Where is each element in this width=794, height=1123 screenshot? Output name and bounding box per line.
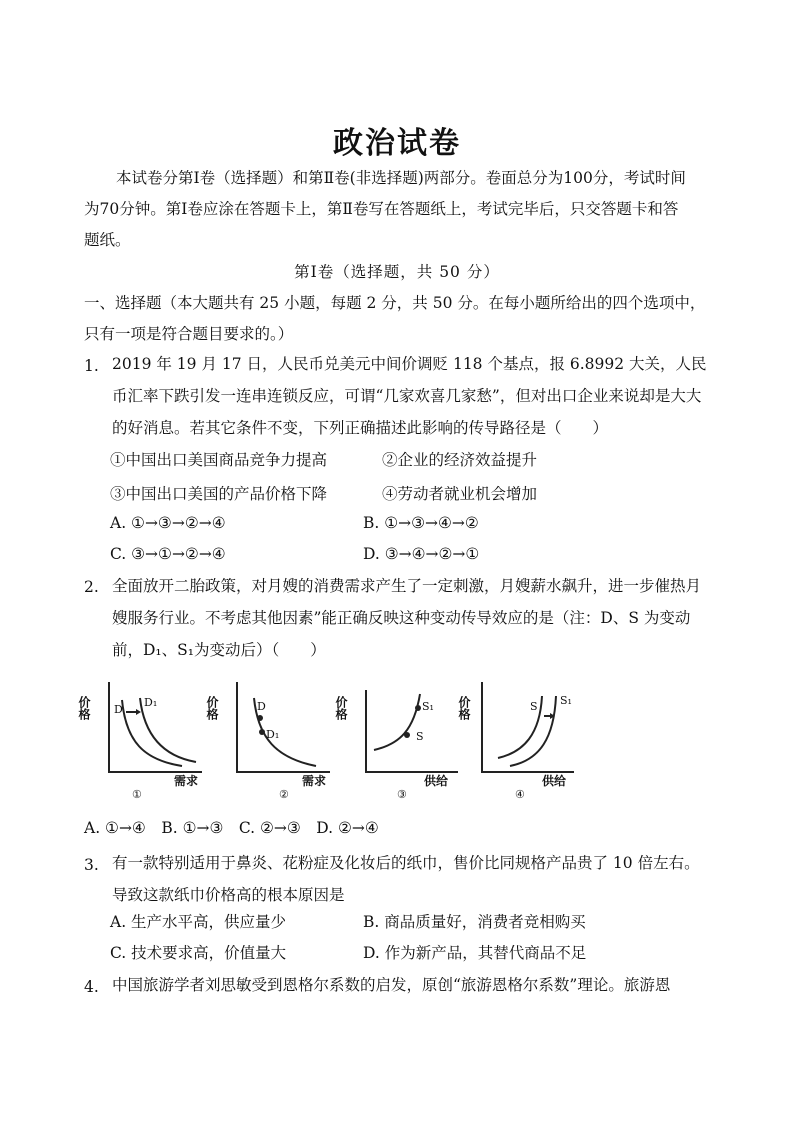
point-d xyxy=(257,715,263,721)
curve-label-d: D xyxy=(114,703,123,716)
q1-item-4: ④劳动者就业机会增加 xyxy=(382,485,538,503)
graph-2 xyxy=(205,682,330,801)
q1-item-1: ①中国出口美国商品竞争力提高 xyxy=(110,451,328,469)
q3-option-d[interactable]: D. 作为新产品，其替代商品不足 xyxy=(363,944,587,962)
supply-demand-graphs xyxy=(77,672,604,812)
question-number: 2. xyxy=(84,578,99,596)
axes xyxy=(237,682,330,772)
graph-1 xyxy=(77,682,202,801)
curve-label-s: S xyxy=(530,700,538,713)
q1-item-3: ③中国出口美国的产品价格下降 xyxy=(110,485,328,503)
graph-number-1: ① xyxy=(132,788,142,801)
q1-option-c[interactable]: C. ③→①→②→④ xyxy=(110,545,226,563)
point-label-s1: S₁ xyxy=(422,700,434,713)
point-s xyxy=(404,732,410,738)
graph-number-4: ④ xyxy=(515,788,525,801)
point-label-d1: D₁ xyxy=(266,728,280,741)
q1-item-2: ②企业的经济效益提升 xyxy=(382,451,538,469)
y-axis-label: 价格 xyxy=(457,696,471,720)
point-label-d: D xyxy=(257,700,266,713)
point-d1 xyxy=(259,729,265,735)
intro-line-2: 为70分钟。第Ⅰ卷应涂在答题卡上，第Ⅱ卷写在答题纸上，考试完毕后，只交答题卡和答 xyxy=(84,200,679,218)
q1-option-b[interactable]: B. ①→③→④→② xyxy=(363,514,479,532)
axes xyxy=(366,690,458,772)
graph-4 xyxy=(457,682,574,801)
q3-option-c[interactable]: C. 技术要求高，价值量大 xyxy=(110,944,287,962)
q2-options[interactable]: A. ①→④ B. ①→③ C. ②→③ D. ②→④ xyxy=(84,819,379,837)
y-axis-label: 价格 xyxy=(205,696,219,720)
point-s1 xyxy=(415,705,421,711)
q1-option-a[interactable]: A. ①→③→②→④ xyxy=(110,514,226,532)
y-axis-label: 价格 xyxy=(334,696,348,720)
page-title: 政治试卷 xyxy=(333,126,461,161)
graph-number-3: ③ xyxy=(397,788,407,801)
supply-curve xyxy=(374,694,420,750)
question-number: 4. xyxy=(84,978,99,996)
point-label-s: S xyxy=(416,730,424,743)
x-axis-label: 需求 xyxy=(174,774,199,788)
x-axis-label: 供给 xyxy=(542,774,567,788)
q3-option-a[interactable]: A. 生产水平高，供应量少 xyxy=(110,913,287,931)
question-1-text: 2019 年 19 月 17 日，人民币兑美元中间价调贬 118 个基点，报 6.8992 大关，人民币汇率下跌引发一连串连锁反应，可谓“几家欢喜几家愁”，但对出口企业来说却是大大的好消息。若其它条件不变，下列正确描述此影响的传导路径是（ ） xyxy=(112,355,707,437)
section-instruction-line-2: 只有一项是符合题目要求的。） xyxy=(84,325,294,343)
graph-number-2: ② xyxy=(279,788,289,801)
section-instruction-line-1: 一、选择题（本大题共有 25 小题，每题 2 分，共 50 分。在每小题所给出的四个选项中， xyxy=(84,294,706,312)
x-axis-label: 供给 xyxy=(424,774,449,788)
q3-option-b[interactable]: B. 商品质量好，消费者竞相购买 xyxy=(363,913,586,931)
intro-line-1: 本试卷分第Ⅰ卷（选择题）和第Ⅱ卷(非选择题)两部分。卷面总分为100分，考试时间 xyxy=(116,169,686,187)
y-axis-label: 价格 xyxy=(77,696,91,720)
question-3-text: 有一款特别适用于鼻炎、花粉症及化妆后的纸巾，售价比同规格产品贵了 10 倍左右。导致这款纸巾价格高的根本原因是 xyxy=(112,854,700,904)
intro-line-3: 题纸。 xyxy=(84,231,131,249)
arrow-head xyxy=(136,709,141,715)
curve-label-d1: D₁ xyxy=(144,696,158,709)
question-2-text: 全面放开二胎政策，对月嫂的消费需求产生了一定刺激，月嫂薪水飙升，进一步催热月嫂服务行业。不考虑其他因素”能正确反映这种变动传导效应的是（注：D、S 为变动前，D₁、S₁为变动后）（ ） xyxy=(112,577,702,659)
q1-option-d[interactable]: D. ③→④→②→① xyxy=(363,545,480,563)
x-axis-label: 需求 xyxy=(302,774,327,788)
curve-label-s1: S₁ xyxy=(560,694,572,707)
section-title: 第Ⅰ卷（选择题，共 50 分） xyxy=(294,263,500,281)
question-number: 1. xyxy=(84,357,99,375)
question-number: 3. xyxy=(84,856,99,874)
question-4-text: 中国旅游学者刘思敏受到恩格尔系数的启发，原创“旅游恩格尔系数”理论。旅游恩 xyxy=(112,976,671,994)
graph-3 xyxy=(334,690,458,801)
